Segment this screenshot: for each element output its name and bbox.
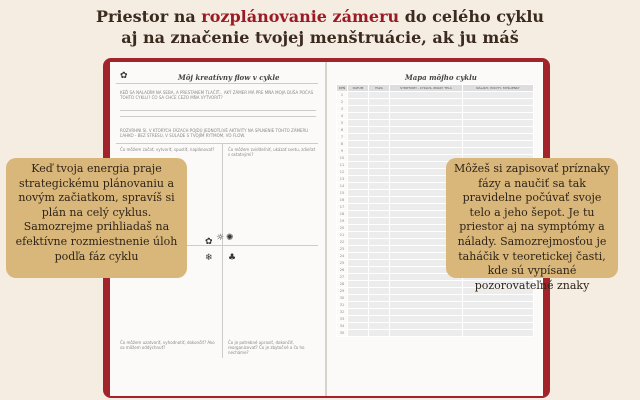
date-cell[interactable] [348, 239, 369, 246]
day-number: 26 [337, 267, 348, 274]
date-cell[interactable] [348, 190, 369, 197]
phase-cell[interactable] [369, 253, 390, 260]
table-row [337, 99, 534, 106]
table-row [337, 330, 534, 337]
day-number: 12 [337, 169, 348, 176]
symptoms-cell[interactable] [390, 141, 463, 148]
phase-cell[interactable] [369, 267, 390, 274]
symptoms-cell[interactable] [390, 316, 463, 323]
day-number: 25 [337, 260, 348, 267]
phase-cell[interactable] [369, 183, 390, 190]
callout-tracking-text: Môžeš si zapisovať príznaky fázy a naučiť sa tak pravidelne počúvať svoje telo a jeho šepot. Je tu priestor aj na symptómy a nálady. Samozrejmosťou je taháčik v teoretickej časti, kde sú vypísané pozorovateľné znaky [454, 162, 610, 292]
phase-cell[interactable] [369, 190, 390, 197]
day-number: 31 [337, 302, 348, 309]
snowflake-icon: ❄ [205, 253, 213, 263]
day-number: 6 [337, 127, 348, 134]
date-cell[interactable] [348, 267, 369, 274]
col-day: DEŇ [337, 85, 348, 92]
phase-cell[interactable] [369, 155, 390, 162]
phase-cell[interactable] [369, 295, 390, 302]
notes-cell[interactable] [463, 120, 534, 127]
headline-part-c: do celého cyklu [399, 7, 545, 26]
day-number: 13 [337, 176, 348, 183]
date-cell[interactable] [348, 288, 369, 295]
col-date: DÁTUM [348, 85, 369, 92]
phase-cell[interactable] [369, 169, 390, 176]
right-page-title: Mapa môjho cyklu [405, 73, 477, 82]
date-cell[interactable] [348, 302, 369, 309]
day-number: 32 [337, 309, 348, 316]
phase-cell[interactable] [369, 106, 390, 113]
date-cell[interactable] [348, 218, 369, 225]
date-cell[interactable] [348, 281, 369, 288]
symptoms-cell[interactable] [390, 148, 463, 155]
table-header-row [337, 85, 534, 92]
sun-phase-icon: ☼ [216, 233, 225, 243]
leaf-icon: ♣ [228, 253, 237, 263]
date-cell[interactable] [348, 330, 369, 337]
day-number: 16 [337, 197, 348, 204]
symptoms-cell[interactable] [390, 323, 463, 330]
date-cell[interactable] [348, 92, 369, 99]
table-row [337, 302, 534, 309]
phase-cell[interactable] [369, 204, 390, 211]
date-cell[interactable] [348, 169, 369, 176]
day-number: 20 [337, 225, 348, 232]
phase-cell[interactable] [369, 232, 390, 239]
day-number: 8 [337, 141, 348, 148]
day-number: 18 [337, 211, 348, 218]
table-row [337, 134, 534, 141]
phase-cell[interactable] [369, 302, 390, 309]
day-number: 17 [337, 204, 348, 211]
date-cell[interactable] [348, 99, 369, 106]
table-row [337, 92, 534, 99]
phase-cell[interactable] [369, 309, 390, 316]
notes-cell[interactable] [463, 330, 534, 337]
symptoms-cell[interactable] [390, 127, 463, 134]
symptoms-cell[interactable] [390, 134, 463, 141]
left-page-title: Môj kreatívny flow v cykle [178, 73, 280, 82]
date-cell[interactable] [348, 253, 369, 260]
phase-cell[interactable] [369, 176, 390, 183]
notes-cell[interactable] [463, 302, 534, 309]
date-cell[interactable] [348, 162, 369, 169]
phase-cell[interactable] [369, 141, 390, 148]
table-row [337, 120, 534, 127]
symptoms-cell[interactable] [390, 106, 463, 113]
day-number: 14 [337, 183, 348, 190]
notes-cell[interactable] [463, 99, 534, 106]
day-number: 22 [337, 239, 348, 246]
phase-cell[interactable] [369, 218, 390, 225]
phase-cell[interactable] [369, 211, 390, 218]
date-cell[interactable] [348, 134, 369, 141]
phase-cell[interactable] [369, 197, 390, 204]
table-row [337, 106, 534, 113]
day-number: 27 [337, 274, 348, 281]
day-number: 4 [337, 113, 348, 120]
day-number: 7 [337, 134, 348, 141]
table-row [337, 127, 534, 134]
day-number: 10 [337, 155, 348, 162]
section-rule [116, 143, 318, 144]
table-row [337, 323, 534, 330]
date-cell[interactable] [348, 225, 369, 232]
table-row [337, 295, 534, 302]
sun-burst-icon: ✺ [226, 233, 234, 243]
symptoms-cell[interactable] [390, 302, 463, 309]
phase-cell[interactable] [369, 288, 390, 295]
phase-cell[interactable] [369, 92, 390, 99]
day-number: 5 [337, 120, 348, 127]
day-number: 1 [337, 92, 348, 99]
day-number: 30 [337, 295, 348, 302]
left-page-instruction: ROZVRHNI SI, V KTORÝCH FÁZACH POJDÚ JEDNOTLIVÉ AKTIVITY NA SPLNENIE TOHTO ZÁMERU ĽAHKO - BEZ STRESU, V SÚLADE S TVOJÍM RYTMOM, VO FLOW. [120, 128, 309, 138]
symptoms-cell[interactable] [390, 113, 463, 120]
date-cell[interactable] [348, 211, 369, 218]
headline-line-1 [0, 6, 640, 27]
quadrant-divider [222, 143, 223, 358]
writing-line [120, 116, 316, 117]
date-cell[interactable] [348, 127, 369, 134]
date-cell[interactable] [348, 141, 369, 148]
notes-cell[interactable] [463, 92, 534, 99]
headline-line-2: aj na značenie tvojej menštruácie, ak ju máš [121, 28, 519, 47]
notes-cell[interactable] [463, 295, 534, 302]
flower-icon: ✿ [120, 71, 128, 81]
callout-planning [6, 158, 187, 278]
day-number: 9 [337, 148, 348, 155]
notes-cell[interactable] [463, 106, 534, 113]
col-phase: FÁZA [369, 85, 390, 92]
date-cell[interactable] [348, 323, 369, 330]
notes-cell[interactable] [463, 316, 534, 323]
symptoms-cell[interactable] [390, 330, 463, 337]
date-cell[interactable] [348, 120, 369, 127]
phase-cell[interactable] [369, 246, 390, 253]
day-number: 19 [337, 218, 348, 225]
phase-cell[interactable] [369, 330, 390, 337]
phase-cell[interactable] [369, 127, 390, 134]
callout-tracking [446, 158, 618, 292]
symptoms-cell[interactable] [390, 309, 463, 316]
phase-cell[interactable] [369, 260, 390, 267]
phase-cell[interactable] [369, 316, 390, 323]
day-number: 21 [337, 232, 348, 239]
date-cell[interactable] [348, 113, 369, 120]
quadrant-question-1: Čo môžem začať, vytvoriť, spustiť, naplánovať? [120, 147, 215, 152]
phase-cell[interactable] [369, 148, 390, 155]
notes-cell[interactable] [463, 113, 534, 120]
day-number: 11 [337, 162, 348, 169]
phase-cell[interactable] [369, 99, 390, 106]
symptoms-cell[interactable] [390, 99, 463, 106]
day-number: 23 [337, 246, 348, 253]
table-row [337, 316, 534, 323]
table-row [337, 113, 534, 120]
headline [0, 6, 640, 48]
date-cell[interactable] [348, 183, 369, 190]
phase-cell[interactable] [369, 162, 390, 169]
phase-cell[interactable] [369, 120, 390, 127]
day-number: 28 [337, 281, 348, 288]
symptoms-cell[interactable] [390, 120, 463, 127]
headline-part-a: Priestor na [95, 7, 202, 26]
date-cell[interactable] [348, 246, 369, 253]
quadrant-question-2: Čo môžem zviditeľniť, ukázať svetu, zdieľať s ostatnými? [228, 147, 316, 157]
table-row [337, 148, 534, 155]
day-number: 24 [337, 253, 348, 260]
date-cell[interactable] [348, 260, 369, 267]
date-cell[interactable] [348, 232, 369, 239]
table-row [337, 141, 534, 148]
phase-cell[interactable] [369, 134, 390, 141]
day-number: 29 [337, 288, 348, 295]
date-cell[interactable] [348, 197, 369, 204]
notes-cell[interactable] [463, 148, 534, 155]
phase-cell[interactable] [369, 274, 390, 281]
callout-planning-text: Keď tvoja energia praje strategickému plánovaniu a novým začiatkom, spravíš si plán na celý cyklus. Samozrejme prihliadaš na efektívne rozmiestnenie úloh podľa fáz cyklu [15, 162, 178, 263]
date-cell[interactable] [348, 274, 369, 281]
day-number: 3 [337, 106, 348, 113]
table-row [337, 309, 534, 316]
col-symptoms: SYMPTÓMY - CYKLUS, ZNAKY TELA [390, 85, 463, 92]
date-cell[interactable] [348, 155, 369, 162]
day-number: 15 [337, 190, 348, 197]
date-cell[interactable] [348, 176, 369, 183]
symptoms-cell[interactable] [390, 92, 463, 99]
date-cell[interactable] [348, 309, 369, 316]
phase-cell[interactable] [369, 281, 390, 288]
notes-cell[interactable] [463, 134, 534, 141]
col-notes: NÁLADY, POCITY, MYŠLIENKY [463, 85, 534, 92]
symptoms-cell[interactable] [390, 295, 463, 302]
flower-phase-icon: ✿ [205, 237, 213, 247]
day-number: 2 [337, 99, 348, 106]
quadrant-question-3: Čo môžem uzatvoriť, vyhodnotiť, dokončiť? Ako sa môžem oddýchnuť? [120, 340, 215, 350]
day-number: 34 [337, 323, 348, 330]
left-page-intro: KEĎ SA NALADÍM NA SEBA, A PRESTANEM TLAČIŤ... AKÝ ZÁMER MÁ PRE MŇA MOJA DUŠA POČAS TOHTO CYKLU? ČO SA CHCE CEZO MŇA VYTVORIŤ? [120, 90, 314, 100]
notes-cell[interactable] [463, 323, 534, 330]
quadrant-question-4: Čo je potrebné upraviť, dokončiť, reorganizovať? Čo je zbytočné a čo ho necháme? [228, 340, 305, 355]
phase-cell[interactable] [369, 225, 390, 232]
notes-cell[interactable] [463, 141, 534, 148]
title-rule [116, 83, 318, 84]
headline-highlight: rozplánovanie zámeru [201, 7, 400, 26]
date-cell[interactable] [348, 148, 369, 155]
notes-cell[interactable] [463, 127, 534, 134]
date-cell[interactable] [348, 295, 369, 302]
day-number: 33 [337, 316, 348, 323]
phase-cell[interactable] [369, 239, 390, 246]
date-cell[interactable] [348, 204, 369, 211]
phase-cell[interactable] [369, 323, 390, 330]
day-number: 35 [337, 330, 348, 337]
phase-cell[interactable] [369, 113, 390, 120]
notes-cell[interactable] [463, 309, 534, 316]
writing-line [120, 110, 316, 111]
date-cell[interactable] [348, 316, 369, 323]
date-cell[interactable] [348, 106, 369, 113]
